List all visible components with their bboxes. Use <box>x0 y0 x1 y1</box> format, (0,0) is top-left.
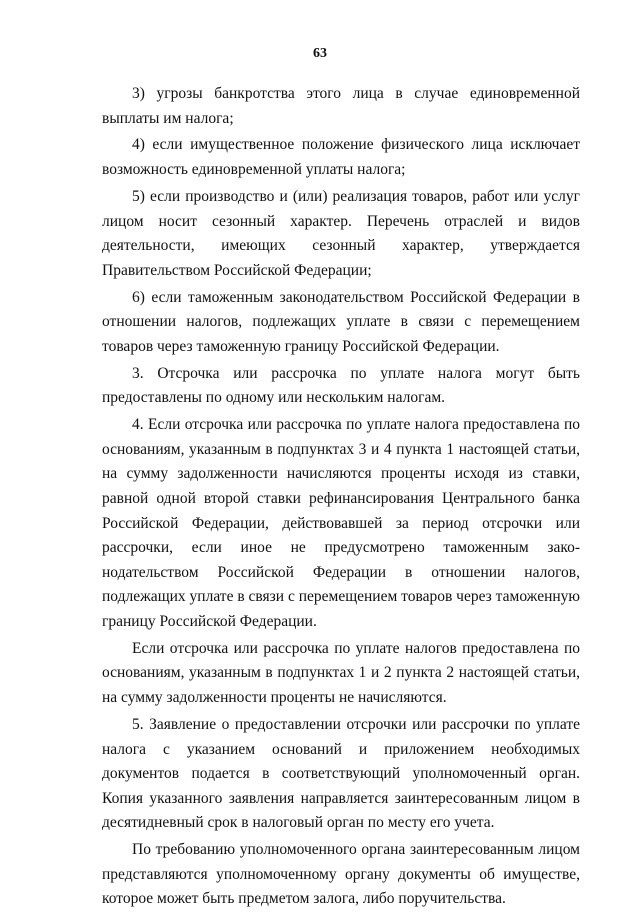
paragraph-clause-5: 5. Заявление о предоставлении отсрочки или рассрочки по уплате налога с указанием оснований и приложением необходимых документов подается в соответствующий уполномоченный орган. Копия указанного заявления направляется заинтересованным лицом в десятидневный срок в налоговый орган по месту его учета. <box>102 715 580 832</box>
paragraph-subitem-4-property-status: 4) если имущественное положение физического лица исключает возможность единовременной уплаты налога; <box>102 136 580 179</box>
paragraph-clause-5-continued: По требованию уполномоченного органа заинтересованным лицом представляются уполномоченному органу документы об имуществе, которое может быть предметом залога, либо поручительства. <box>102 841 580 908</box>
paragraph-subitem-6-customs: 6) если таможенным законодательством Российской Федерации в отношении налогов, подлежащих уплате в связи с перемещением товаров через таможенную границу Российской Федерации. <box>102 288 580 355</box>
paragraph-clause-3: 3. Отсрочка или рассрочка по уплате налога могут быть предоставлены по одному или нескольким налогам. <box>102 364 580 407</box>
paragraph-clause-4-continued: Если отсрочка или рассрочка по уплате налогов предоставлена по основаниям, указанным в подпунктах 1 и 2 пункта 2 настоящей статьи, на сумму задолженности проценты не начисляются. <box>102 639 580 707</box>
paragraph-subitem-3-bankruptcy-threat: 3) угрозы банкротства этого лица в случае единовременной выплаты им налога; <box>102 85 580 127</box>
page-number: 63 <box>313 46 327 61</box>
paragraph-subitem-5-seasonal: 5) если производство и (или) реализация товаров, работ или услуг лицом носит сезонный характер. Перечень отраслей и видов деятельности, имеющих сезонный характер, утверждается Правительством Российской Федерации; <box>102 187 580 279</box>
paragraph-clause-4: 4. Если отсрочка или рассрочка по уплате налога предоставлена по основаниям, указанным в подпунктах 3 и 4 пункта 1 настоящей статьи, на сумму задолженности начисляются проценты исходя из ставки, равной одной второй ставки рефинансирования Центрального банка Российской Федерации, действовавшей за период отсрочки или рассрочки, если иное не предусмотрено таможенным законодательством Российской Федерации в отношении налогов, подлежащих уплате в связи с перемещением товаров через таможенную границу Российской Федерации. <box>102 416 580 630</box>
document-body <box>102 82 580 912</box>
